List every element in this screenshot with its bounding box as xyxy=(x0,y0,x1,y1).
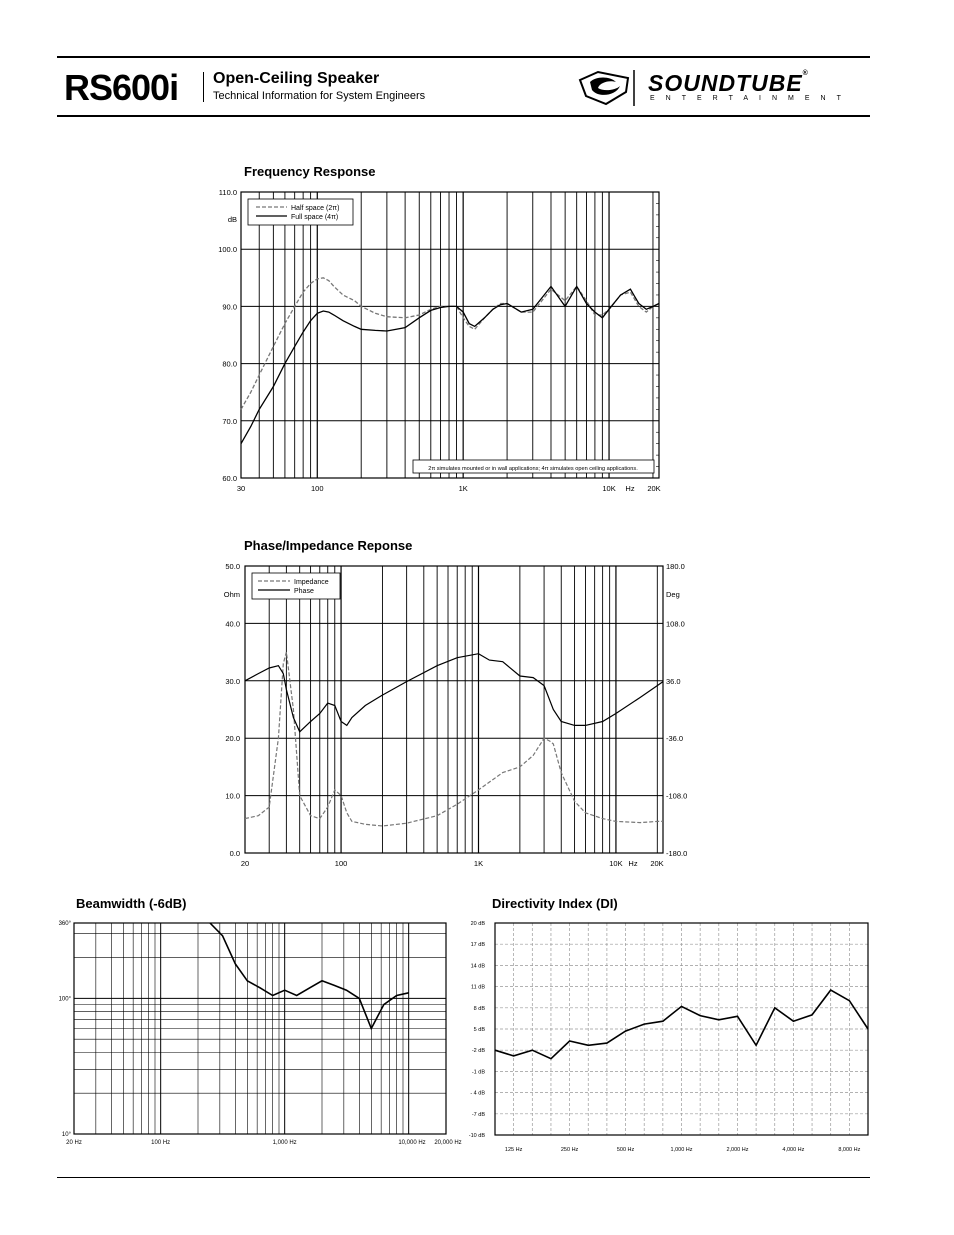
di-y-tick-label: -2 dB xyxy=(471,1048,485,1055)
freq-legend-box xyxy=(248,199,353,225)
di-y-tick-label: 14 dB xyxy=(470,963,485,970)
freq-y-tick-label: 70.0 xyxy=(222,416,237,426)
di-x-tick-label: 8,000 Hz xyxy=(838,1147,861,1153)
phase-x-tick-label: 20 xyxy=(240,859,250,868)
beam-x-tick-label: 20 Hz xyxy=(66,1140,82,1146)
beam-x-tick-label: 1,000 Hz xyxy=(272,1140,297,1146)
phase-y-tick-label: 0.0 xyxy=(229,849,240,858)
freq-y-tick-label: 110.0 xyxy=(218,188,237,197)
di-x-tick-label: 2,000 Hz xyxy=(726,1147,749,1153)
freq-y-tick-label: 100.0 xyxy=(218,245,237,255)
phase-x-tick-label: 1K xyxy=(473,859,484,868)
beamwidth-title: Beamwidth (-6dB) xyxy=(76,896,187,911)
page-title: Open-Ceiling Speaker xyxy=(213,70,380,87)
freq-note-text: 2π simulates mounted or in wall applications; 4π simulates open ceiling applications. xyxy=(428,466,638,472)
frequency-response-title: Frequency Response xyxy=(244,164,376,179)
di-y-tick-label: 17 dB xyxy=(470,942,485,949)
phase-y2-tick-label: 36.0 xyxy=(666,676,681,686)
freq-series-line xyxy=(241,286,659,443)
freq-series-line xyxy=(241,278,659,410)
phase-series-line xyxy=(245,652,663,826)
phase-y2-tick-label: 108.0 xyxy=(666,619,685,629)
freq-x-tick-label: 30 xyxy=(236,484,246,493)
di-x-tick-label: 250 Hz xyxy=(560,1147,579,1153)
phase-y2-tick-label: -108.0 xyxy=(666,791,688,801)
beam-y-tick-label: 100° xyxy=(58,996,71,1003)
registered-mark: ® xyxy=(802,70,809,77)
phase-y2-tick-label: 180.0 xyxy=(666,562,685,571)
di-y-tick-label: 8 dB xyxy=(473,1005,485,1012)
beam-x-tick-label: 10,000 Hz xyxy=(398,1140,426,1146)
model-name: RS600i xyxy=(64,67,179,108)
beam-y-tick-label: 10° xyxy=(61,1132,71,1138)
beam-x-tick-label: 20,000 Hz xyxy=(434,1140,462,1146)
di-y-tick-label: -10 dB xyxy=(468,1133,485,1139)
phase-y-tick-label: 30.0 xyxy=(225,676,240,686)
phase-x-tick-label: 100 xyxy=(334,859,348,868)
brand-text: SOUNDTUBE xyxy=(648,70,803,96)
brand-subtitle: ENTERTAINMENT xyxy=(650,95,852,102)
freq-y-tick-label: 60.0 xyxy=(222,474,237,483)
freq-y-tick-label: 90.0 xyxy=(222,302,237,312)
freq-x-tick-label: 1K xyxy=(458,484,468,493)
phase-y-tick-label: 50.0 xyxy=(225,562,240,571)
phase-y2-axis-label: Deg xyxy=(666,590,680,599)
phase-legend-label: Impedance xyxy=(294,579,329,586)
phase-x-tick-label: 20K xyxy=(650,859,664,868)
beam-y-tick-label: 360° xyxy=(58,921,71,927)
freq-y-tick-label: 80.0 xyxy=(222,359,237,369)
phase-y-tick-label: 10.0 xyxy=(225,791,240,801)
phase-legend-label: Phase xyxy=(294,588,314,595)
freq-plot-frame xyxy=(241,192,659,478)
di-y-tick-label: 20 dB xyxy=(470,921,485,927)
freq-legend-label: Full space (4π) xyxy=(291,214,339,221)
freq-x-tick-label: 100 xyxy=(311,484,324,493)
phase-y-tick-label: 20.0 xyxy=(225,734,240,744)
freq-x-tick-label: Hz xyxy=(625,484,635,493)
phase-y2-tick-label: -180.0 xyxy=(666,849,688,858)
phase-series-line xyxy=(245,654,663,732)
directivity-index-title: Directivity Index (DI) xyxy=(492,896,618,911)
freq-x-tick-label: 10K xyxy=(602,484,616,493)
di-x-tick-label: 1,000 Hz xyxy=(670,1147,693,1153)
di-x-tick-label: 4,000 Hz xyxy=(782,1147,805,1153)
freq-legend-label: Half space (2π) xyxy=(291,205,340,212)
phase-y-axis-label: Ohm xyxy=(223,590,240,599)
di-y-tick-label: 5 dB xyxy=(473,1027,485,1033)
phase-x-tick-label: 10K xyxy=(609,859,623,868)
page-subtitle: Technical Information for System Engineers xyxy=(213,90,426,102)
freq-y-axis-label: dB xyxy=(227,215,237,224)
phase-y2-tick-label: -36.0 xyxy=(666,734,684,744)
di-x-tick-label: 500 Hz xyxy=(616,1147,635,1153)
di-y-tick-label: - 4 dB xyxy=(470,1090,485,1097)
di-y-tick-label: -1 dB xyxy=(471,1069,485,1076)
phase-y-tick-label: 40.0 xyxy=(225,619,240,629)
di-y-tick-label: -7 dB xyxy=(471,1111,485,1118)
phase-x-tick-label: Hz xyxy=(628,859,638,868)
freq-x-tick-label: 20K xyxy=(647,484,661,493)
di-y-tick-label: 11 dB xyxy=(471,984,485,991)
beam-x-tick-label: 100 Hz xyxy=(151,1140,171,1146)
phase-impedance-title: Phase/Impedance Reponse xyxy=(244,538,413,553)
beam-series-line xyxy=(210,923,409,1029)
phase-legend-box xyxy=(252,573,340,599)
di-x-tick-label: 125 Hz xyxy=(504,1147,523,1153)
